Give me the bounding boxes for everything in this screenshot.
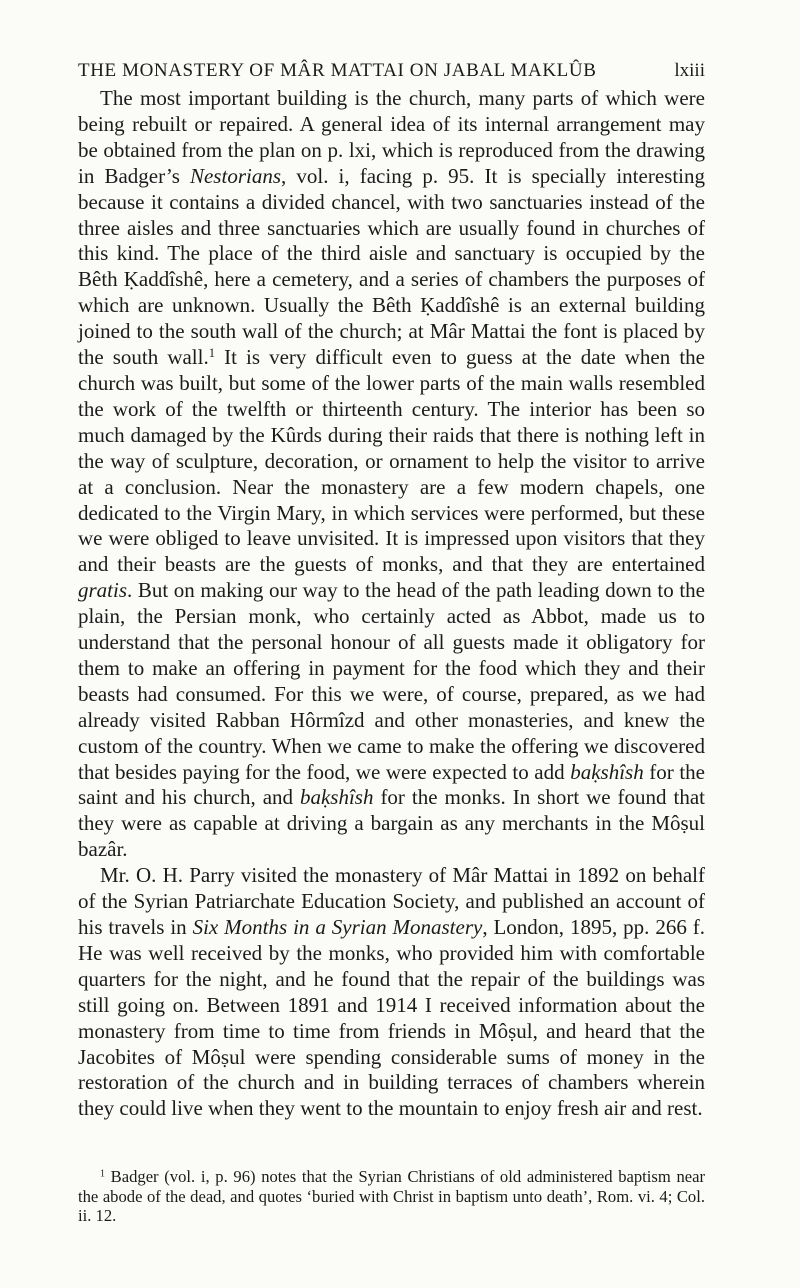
footnote-1 <box>78 1167 705 1226</box>
paragraph-1-text-4: . But on making our way to the head of the path leading down to the plain, the Persian monk, who certainly acted as Abbot, made us to understand that the personal honour of all guests made it obligatory for them to make an offering in payment for the food which they and their beasts had consumed. For this we were, of course, prepared, as we had already visited Rabban Hôrmîzd and other monasteries, and knew the custom of the country. When we came to make the offering we discovered that besides paying for the food, we were expected to add <box>78 578 705 784</box>
footnote-marker-1: 1 <box>100 1168 105 1180</box>
running-head <box>78 60 705 86</box>
page-number: lxiii <box>674 60 705 81</box>
paragraph-2 <box>78 863 705 1122</box>
paragraph-1-text-6: for the monks. In short we found that they were as capable at driving a bargain as any merchants in the Môṣul bazâr. <box>78 785 705 862</box>
running-head-title: THE MONASTERY OF MÂR MATTAI ON JABAL MAKLÛB <box>78 60 597 81</box>
paragraph-1-text-3: It is very difficult even to guess at the date when the church was built, but some of the lower parts of the main walls resembled the work of the twelfth or thirteenth century. The interior has been so much damaged by the Kûrds during their raids that there is nothing left in the way of sculpture, decoration, or ornament to help the visitor to arrive at a conclusion. Near the monastery are a few modern chapels, one dedicated to the Virgin Mary, in which services were performed, but these we were obliged to leave unvisited. It is impressed upon visitors that they and their beasts are the guests of monks, and that they are entertained <box>78 345 705 577</box>
paragraph-1-text-2: , vol. i, facing p. 95. It is specially interesting because it contains a divided chancel, with two sanctuaries instead of the three aisles and three sanctuaries which are usually found in churches of this kind. The place of the third aisle and sanctuary is occupied by the Bêth Ḳaddîshê, here a cemetery, and a series of chambers the purposes of which are unknown. Usually the Bêth Ḳaddîshê is an external building joined to the south wall of the church; at Mâr Mattai the font is placed by the south wall. <box>78 163 705 370</box>
italic-bakshish-2: baḳshîsh <box>299 785 374 810</box>
italic-bakshish-1: baḳshîsh <box>570 759 644 784</box>
paragraph-2-text-2: , London, 1895, pp. 266 f. He was well received by the monks, who provided him with comfortable quarters for the night, and he found that the repair of the buildings was still going on. Between 1891 and 1914 I received information about the monastery from time to time from friends in Môṣul, and heard that the Jacobites of Môṣul were spending considerable sums of money in the restoration of the church and in building terraces of chambers wherein they could live when they went to the mountain to enjoy fresh air and rest. <box>78 915 705 1121</box>
paragraph-1-text-1: The most important building is the church, many parts of which were being rebuilt or repaired. A general idea of its internal arrangement may be obtained from the plan on p. lxi, which is reproduced from the drawing in Badger’s <box>78 86 705 188</box>
paragraph-2-text-1: Mr. O. H. Parry visited the monastery of Mâr Mattai in 1892 on behalf of the Syrian Patriarchate Education Society, and published an account of his travels in <box>78 863 705 939</box>
footnote-reference-1: 1 <box>208 346 216 361</box>
book-title-six-months: Six Months in a Syrian Monastery <box>192 915 483 939</box>
footnote-1-text: Badger (vol. i, p. 96) notes that the Syrian Christians of old administered baptism near the abode of the dead, and quotes ‘buried with Christ in baptism unto death’, Rom. vi. 4; Col. ii. 12. <box>78 1167 705 1226</box>
italic-gratis: gratis <box>78 578 128 603</box>
paragraph-1-text-5: for the saint and his church, and <box>78 759 705 810</box>
book-title-nestorians: Nestorians <box>189 163 281 188</box>
main-text <box>78 86 705 1122</box>
paragraph-1 <box>78 86 705 863</box>
footnotes <box>78 1167 705 1226</box>
